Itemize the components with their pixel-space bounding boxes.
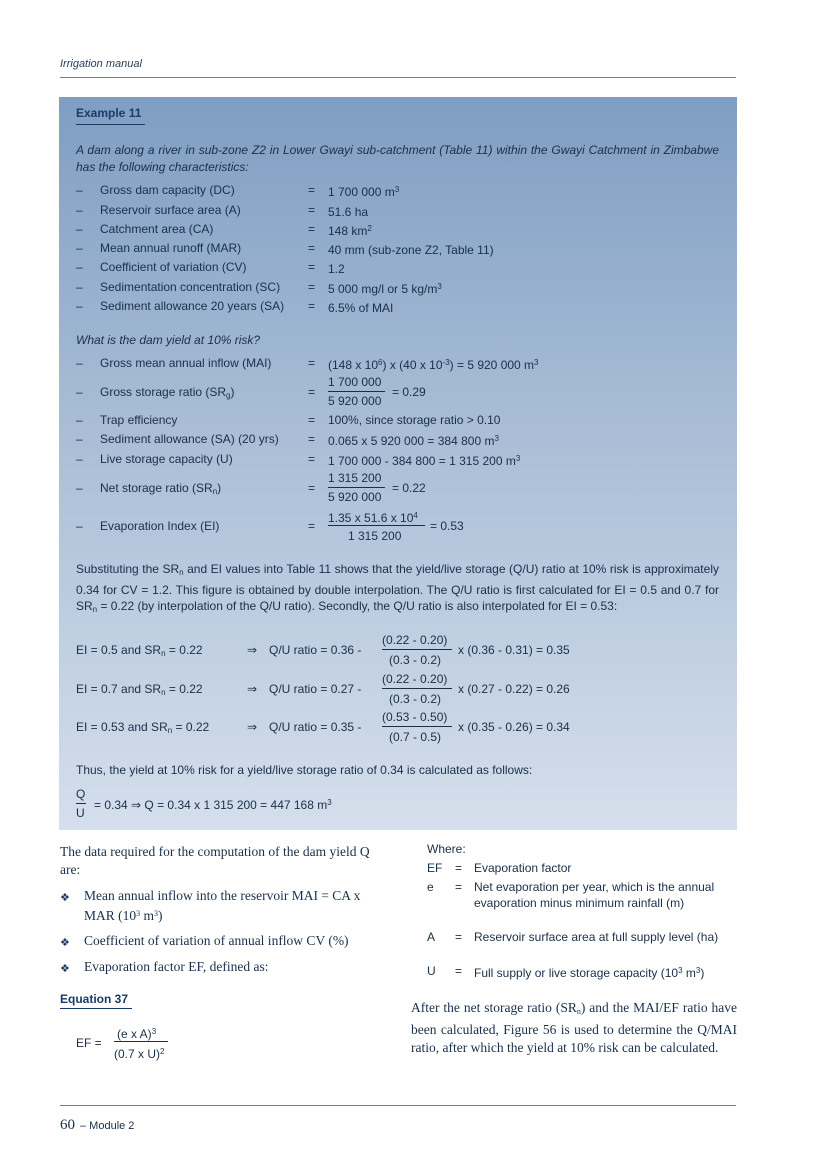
fraction-numerator: Q <box>76 787 86 801</box>
page-number: 60 <box>60 1117 75 1133</box>
calc-label: Net storage ratio $(SR_n)$ <box>100 481 222 496</box>
char-value: 148 $km^2$ <box>328 224 372 238</box>
thus-sentence: Thus, the yield at 10% risk for a yield/live storage ratio of 0.34 is calculated as follows: <box>76 763 533 777</box>
char-value: 5 000 mg/l or 5 $kg/m^3$ <box>328 282 442 296</box>
char-value: 1.2 <box>328 262 345 276</box>
equals-sign: = <box>308 183 316 197</box>
list-dash: – <box>76 481 83 495</box>
fraction-denominator: (0.7 x U)$^2$ <box>114 1047 165 1061</box>
char-value: 1 700 000 $m^3$ <box>328 185 400 199</box>
fraction-denominator: 1 315 200 <box>348 529 402 543</box>
equals-sign: = <box>308 452 316 466</box>
footer-rule <box>60 1105 736 1106</box>
where-title: Where: <box>427 842 466 856</box>
calc-value: 0.065 x 5 920 000 = 384 800 $m^3$ <box>328 434 499 448</box>
equation-label-underline <box>60 1008 132 1009</box>
calc-label: Gross mean annual inflow (MAI) <box>100 356 272 370</box>
bullet-item: Coefficient of variation of annual inflow CV (%) <box>84 933 349 948</box>
equals-sign: = <box>308 299 316 313</box>
where-definition: Net evaporation per year, which is the annual evaporation minus minimum rainfall (m) <box>474 880 715 910</box>
example-intro: A dam along a river in sub-zone Z2 in Lower Gwayi sub-catchment (Table 11) within the Gwayi Catchment in Zimbabwe has the following characteristics: <box>76 143 719 174</box>
where-symbol: EF <box>427 861 443 875</box>
equals-sign: = <box>308 481 316 495</box>
list-dash: – <box>76 222 83 236</box>
bullet-icon: ❖ <box>60 962 70 975</box>
equals-sign: = <box>308 260 316 274</box>
fraction-bar <box>328 525 425 526</box>
equals-sign: = <box>308 432 316 446</box>
fraction-bar <box>382 726 452 727</box>
interp-lhs: EI = 0.5 and $SR_n = 0.22$ <box>76 643 203 658</box>
equals-sign: = <box>308 519 316 533</box>
interp-mid: Q/U ratio = 0.35 - <box>269 720 362 734</box>
list-dash: – <box>76 356 83 370</box>
bullet-icon: ❖ <box>60 936 70 949</box>
calc-label: Live storage capacity (U) <box>100 452 233 466</box>
substitution-paragraph: Substituting the $SR_n$ and EI values into Table 11 shows that the yield/live storage (Q/U) ratio at 10% risk is approximately 0.34 for CV = 1.2. This figure is obtained by double interpolation. The Q/U ratio is first calculated for EI = 0.5 and 0.7 for $SR_n = 0.22$ (by interpolation of the Q/U ratio). Secondly, the Q/U ratio is also interpolated for EI = 0.53: <box>76 562 719 614</box>
char-label: Reservoir surface area (A) <box>100 203 241 217</box>
calc-label: Trap efficiency <box>100 413 178 427</box>
char-label: Gross dam capacity (DC) <box>100 183 235 197</box>
calc-value: 100%, since storage ratio > 0.10 <box>328 413 501 427</box>
equals-sign: = <box>308 241 316 255</box>
fraction-denominator: (0.3 - 0.2) <box>389 692 442 706</box>
interp-rhs: x (0.36 - 0.31) = 0.35 <box>458 643 570 657</box>
fraction-numerator: 1.35 x 51.6 x $10^4$ <box>328 511 418 525</box>
char-label: Sedimentation concentration (SC) <box>100 280 281 294</box>
fraction-numerator: (0.22 - 0.20) <box>382 633 448 647</box>
fraction-denominator: (0.7 - 0.5) <box>389 730 442 744</box>
char-label: Catchment area (CA) <box>100 222 214 236</box>
fraction-numerator: (0.53 - 0.50) <box>382 710 448 724</box>
equals-sign: = <box>308 280 316 294</box>
equals-sign: = <box>455 861 463 875</box>
interp-mid: Q/U ratio = 0.27 - <box>269 682 362 696</box>
list-dash: – <box>76 241 83 255</box>
where-definition: Evaporation factor <box>474 861 572 875</box>
fraction-bar <box>382 649 452 650</box>
data-required-paragraph: The data required for the computation of the dam yield Q are: <box>60 844 370 877</box>
calc-result: = 0.53 <box>430 519 464 533</box>
equals-sign: = <box>455 930 463 944</box>
implies-arrow: ⇒ <box>247 682 258 696</box>
where-symbol: e <box>427 880 434 894</box>
fraction-denominator: 5 920 000 <box>328 490 382 504</box>
after-paragraph: After the net storage ratio $(SR_n)$ and the MAI/EF ratio have been calculated, Figure 56 is used to determine the Q/MAI ratio, after which the yield at 10% risk can be calculated. <box>411 1000 737 1055</box>
equals-sign: = <box>308 356 316 370</box>
interp-rhs: x (0.35 - 0.26) = 0.34 <box>458 720 570 734</box>
fraction-numerator: (0.22 - 0.20) <box>382 672 448 686</box>
question: What is the dam yield at 10% risk? <box>76 333 261 347</box>
list-dash: – <box>76 432 83 446</box>
bullet-item: Mean annual inflow into the reservoir MAI = CA x <box>84 888 361 903</box>
char-label: Sediment allowance 20 years (SA) <box>100 299 285 313</box>
fraction-bar <box>328 487 385 488</box>
equals-sign: = <box>308 203 316 217</box>
implies-arrow: ⇒ <box>247 643 258 657</box>
calc-label: Gross storage ratio $(SR_g)$ <box>100 385 235 400</box>
char-label: Coefficient of variation (CV) <box>100 260 247 274</box>
equals-sign: = <box>308 413 316 427</box>
fraction-denominator: 5 920 000 <box>328 394 382 408</box>
char-value: 51.6 ha <box>328 205 369 219</box>
bullet-icon: ❖ <box>60 891 70 904</box>
equals-sign: = <box>455 880 463 894</box>
fraction-bar <box>114 1041 168 1042</box>
equation-lhs: EF = <box>76 1036 102 1050</box>
calc-label: Evaporation Index (EI) <box>100 519 220 533</box>
where-symbol: U <box>427 964 436 978</box>
fraction-bar <box>382 688 452 689</box>
calc-value: (148 x $10^6$) x (40 x $10^{-3}) = 5$ 920 000 $m^3$ <box>328 358 539 372</box>
example-title: Example 11 <box>76 106 142 120</box>
fraction-bar <box>76 803 86 804</box>
list-dash: – <box>76 519 83 533</box>
module-label: – Module 2 <box>80 1120 135 1132</box>
where-definition: Reservoir surface area at full supply level (ha) <box>474 930 719 944</box>
example-title-underline <box>76 124 145 125</box>
interp-lhs: EI = 0.7 and $SR_n = 0.22$ <box>76 682 203 697</box>
char-value: 6.5% of MAI <box>328 301 394 315</box>
equals-sign: = <box>308 385 316 399</box>
char-label: Mean annual runoff (MAR) <box>100 241 242 255</box>
calc-result: = 0.22 <box>392 481 426 495</box>
char-value: 40 mm (sub-zone Z2, Table 11) <box>328 243 494 257</box>
list-dash: – <box>76 260 83 274</box>
interp-mid: Q/U ratio = 0.36 - <box>269 643 362 657</box>
bullet-item: Evaporation factor EF, defined as: <box>84 959 269 974</box>
fraction-numerator: (e x A)$^3$ <box>117 1027 157 1041</box>
fraction-numerator: 1 315 200 <box>328 471 382 485</box>
list-dash: – <box>76 452 83 466</box>
equals-sign: = <box>455 964 463 978</box>
calc-value: 1 700 000 - 384 800 = 1 315 200 $m^3$ <box>328 454 521 468</box>
bullet-item-continued: MAR ($10^3$ $m^3$) <box>84 908 163 923</box>
list-dash: – <box>76 299 83 313</box>
list-dash: – <box>76 280 83 294</box>
fraction-denominator: U <box>76 806 85 820</box>
interp-lhs: EI = 0.53 and $SR_n = 0.22$ <box>76 720 210 735</box>
calc-result: = 0.29 <box>392 385 426 399</box>
header-rule <box>60 77 736 78</box>
list-dash: – <box>76 183 83 197</box>
running-header: Irrigation manual <box>60 58 142 70</box>
equation-label: Equation 37 <box>60 992 129 1006</box>
fraction-numerator: 1 700 000 <box>328 375 382 389</box>
where-definition: Full supply or live storage capacity ($10^3$ $m^3$) <box>474 966 705 980</box>
fraction-bar <box>328 391 385 392</box>
fraction-denominator: (0.3 - 0.2) <box>389 653 442 667</box>
list-dash: – <box>76 203 83 217</box>
interp-rhs: x (0.27 - 0.22) = 0.26 <box>458 682 570 696</box>
where-symbol: A <box>427 930 436 944</box>
list-dash: – <box>76 413 83 427</box>
implies-arrow: ⇒ <box>247 720 258 734</box>
final-result: = 0.34 ⇒ Q = 0.34 x 1 315 200 = 447 168 $m^3$ <box>94 798 332 812</box>
equals-sign: = <box>308 222 316 236</box>
calc-label: Sediment allowance (SA) (20 yrs) <box>100 432 279 446</box>
list-dash: – <box>76 385 83 399</box>
